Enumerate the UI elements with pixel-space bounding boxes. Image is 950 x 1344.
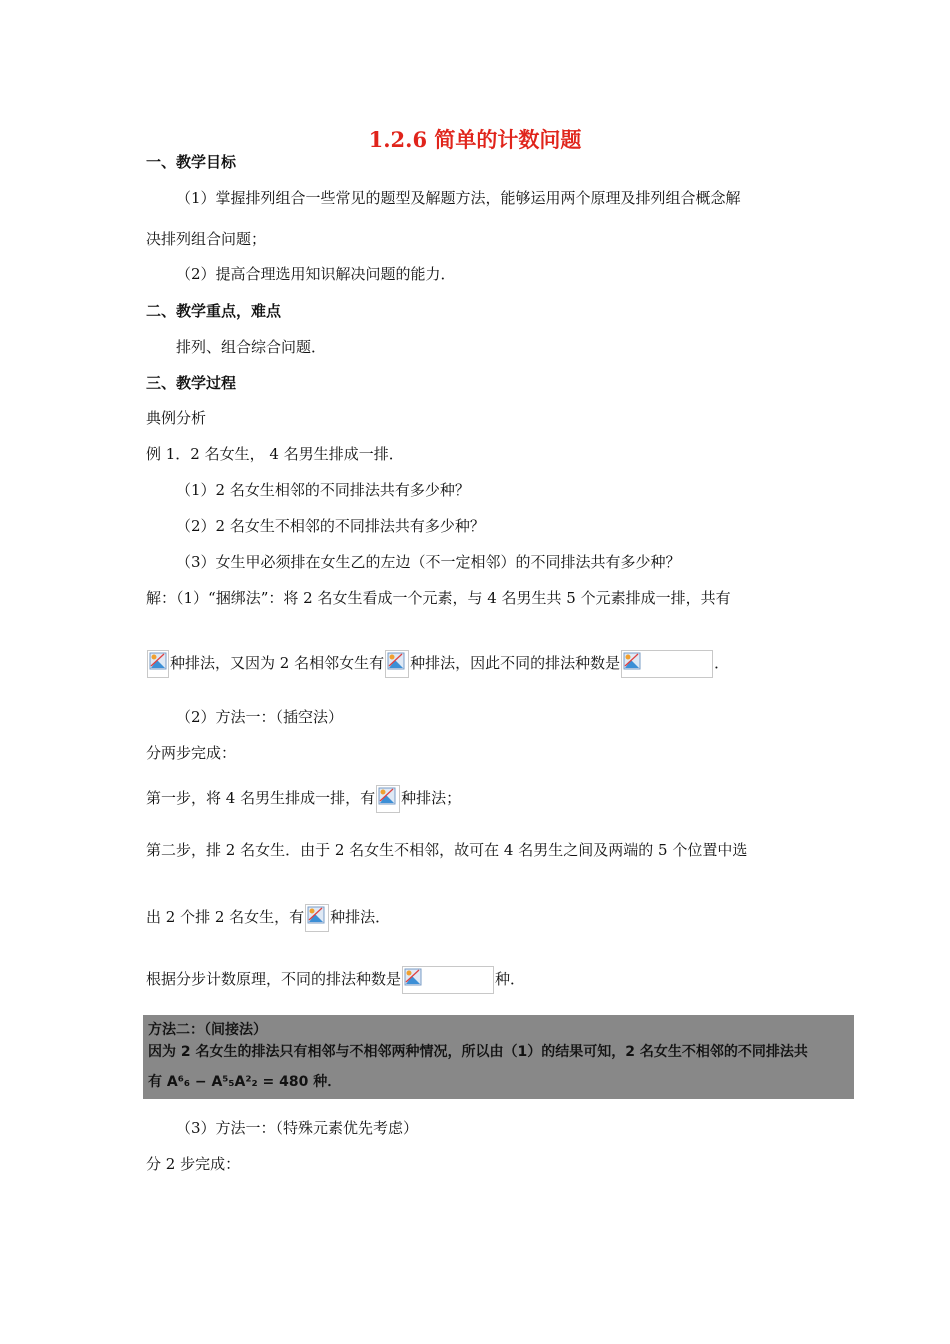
example-question-2: （2）2 名女生不相邻的不同排法共有多少种？	[176, 517, 485, 535]
example-stem: 例 1．2 名女生， 4 名男生排成一排．	[146, 445, 404, 463]
example-question-1: （1）2 名女生相邻的不同排法共有多少种？	[176, 481, 470, 499]
step2-cont-line: 出 2 个排 2 名女生，有 种排法．	[146, 902, 390, 932]
method1-steps: 分两步完成：	[146, 744, 237, 762]
page-title: 1.2.6 简单的计数问题	[368, 127, 582, 152]
example-question-3: （3）女生甲必须排在女生乙的左边（不一定相邻）的不同排法共有多少种？	[176, 553, 681, 571]
section-heading-goals: 一、教学目标	[146, 153, 237, 171]
method2-line-1: 因为 2 名女生的排法只有相邻与不相邻两种情况，所以由（1）的结果可知，2 名女生不相邻的不同排法共	[148, 1044, 808, 1060]
q3-steps: 分 2 步完成：	[146, 1155, 241, 1173]
solution-part1-formula-line: 种排法，又因为 2 名相邻女生有 种排法，因此不同的排法种数是 ．	[146, 648, 729, 678]
method2-title: 方法二：（间接法）	[148, 1022, 267, 1038]
section-heading-keypoints: 二、教学重点，难点	[146, 302, 282, 320]
goal-item-1-cont: 决排列组合问题；	[146, 230, 267, 248]
step2-line: 第二步，排 2 名女生．由于 2 名女生不相邻，故可在 4 名男生之间及两端的 5 个位置中选	[146, 841, 748, 859]
formula-image-icon	[376, 785, 400, 813]
method1-title: （2）方法一：（插空法）	[176, 708, 344, 726]
formula-image-icon	[385, 650, 409, 678]
section-heading-process: 三、教学过程	[146, 374, 237, 392]
method2-box	[143, 1015, 854, 1099]
subsection-title: 典例分析	[146, 409, 207, 427]
q3-method-title: （3）方法一：（特殊元素优先考虑）	[176, 1119, 419, 1137]
solution-part1: 解：（1）“捆绑法”：将 2 名女生看成一个元素，与 4 名男生共 5 个元素排成一排，共有	[146, 589, 731, 607]
result-line: 根据分步计数原理，不同的排法种数是 种．	[146, 964, 525, 994]
formula-image-icon	[305, 904, 329, 932]
formula-image-icon	[402, 966, 494, 994]
goal-item-2: （2）提高合理选用知识解决问题的能力．	[176, 265, 456, 283]
method2-line-2: 有 A⁶₆ − A⁵₅A²₂ = 480 种．	[148, 1074, 342, 1090]
formula-image-icon	[621, 650, 713, 678]
goal-item-1: （1）掌握排列组合一些常见的题型及解题方法，能够运用两个原理及排列组合概念解	[176, 189, 741, 207]
step1-line: 第一步，将 4 名男生排成一排，有 种排法；	[146, 783, 461, 813]
formula-image-icon	[147, 650, 169, 678]
keypoints-body: 排列、组合综合问题．	[176, 338, 327, 356]
